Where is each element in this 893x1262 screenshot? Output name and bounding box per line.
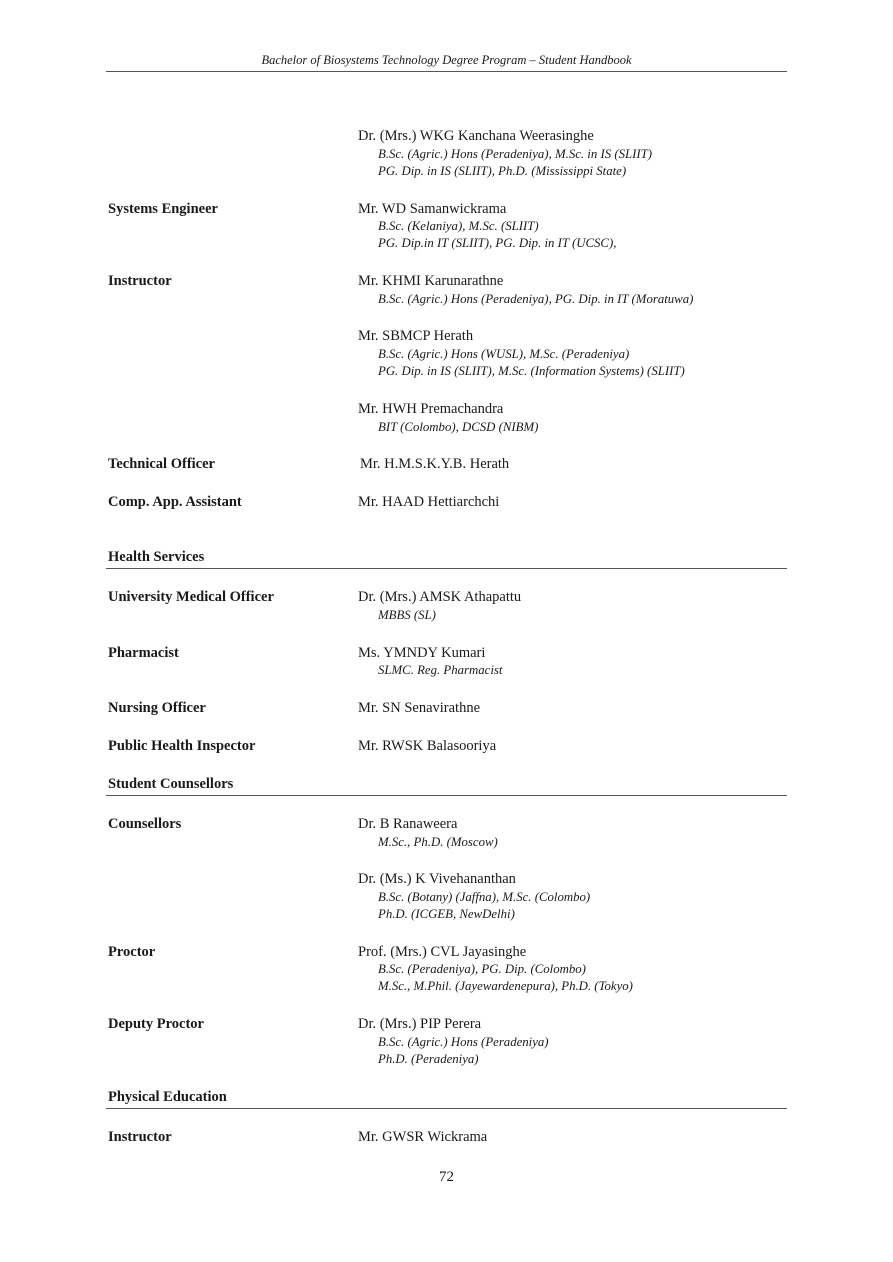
section-rule xyxy=(106,795,787,796)
staff-name: Mr. WD Samanwickrama xyxy=(358,201,507,217)
staff-name: Mr. SN Senavirathne xyxy=(358,700,481,716)
staff-name: Dr. (Ms.) K Vivehananthan xyxy=(358,871,516,887)
staff-qualification: MBBS (SL) xyxy=(378,608,436,622)
staff-qualification: B.Sc. (Agric.) Hons (Peradeniya), PG. Dip. in IT (Moratuwa) xyxy=(378,292,694,306)
staff-qualification: PG. Dip. in IS (SLIIT), M.Sc. (Information Systems) (SLIIT) xyxy=(378,364,685,378)
role-label: Technical Officer xyxy=(108,456,215,472)
role-label: Deputy Proctor xyxy=(108,1016,204,1032)
header-rule xyxy=(106,71,787,72)
staff-name: Mr. H.M.S.K.Y.B. Herath xyxy=(360,456,510,472)
section-rule xyxy=(106,568,787,569)
staff-name: Mr. SBMCP Herath xyxy=(358,328,474,344)
staff-name: Ms. YMNDY Kumari xyxy=(358,645,486,661)
staff-qualification: M.Sc., Ph.D. (Moscow) xyxy=(378,835,498,849)
staff-qualification: B.Sc. (Botany) (Jaffna), M.Sc. (Colombo) xyxy=(378,890,591,904)
staff-qualification: B.Sc. (Peradeniya), PG. Dip. (Colombo) xyxy=(378,962,586,976)
staff-qualification: PG. Dip.in IT (SLIIT), PG. Dip. in IT (UCSC), xyxy=(378,236,617,250)
staff-qualification: PG. Dip. in IS (SLIIT), Ph.D. (Mississippi State) xyxy=(378,164,627,178)
staff-name: Mr. GWSR Wickrama xyxy=(358,1129,488,1145)
role-label: Public Health Inspector xyxy=(108,738,256,754)
role-label: Instructor xyxy=(108,273,172,289)
staff-name: Mr. RWSK Balasooriya xyxy=(358,738,497,754)
page-number: 72 xyxy=(439,1169,454,1185)
staff-name: Dr. (Mrs.) PIP Perera xyxy=(358,1016,482,1032)
staff-name: Dr. (Mrs.) WKG Kanchana Weerasinghe xyxy=(358,128,594,144)
staff-name: Mr. KHMI Karunarathne xyxy=(358,273,504,289)
staff-qualification: SLMC. Reg. Pharmacist xyxy=(378,663,503,677)
staff-qualification: B.Sc. (Agric.) Hons (Peradeniya) xyxy=(378,1035,549,1049)
staff-name: Mr. HAAD Hettiarchchi xyxy=(358,494,500,510)
running-header: Bachelor of Biosystems Technology Degree Program – Student Handbook xyxy=(261,53,632,67)
staff-qualification: B.Sc. (Agric.) Hons (Peradeniya), M.Sc. in IS (SLIIT) xyxy=(378,147,652,161)
section-title-physical-education: Physical Education xyxy=(108,1089,227,1105)
role-label: Instructor xyxy=(108,1129,172,1145)
staff-qualification: B.Sc. (Kelaniya), M.Sc. (SLIIT) xyxy=(378,219,539,233)
staff-qualification: B.Sc. (Agric.) Hons (WUSL), M.Sc. (Peradeniya) xyxy=(378,347,630,361)
role-label: Comp. App. Assistant xyxy=(108,494,242,510)
section-title-health-services: Health Services xyxy=(108,549,205,565)
role-label: Pharmacist xyxy=(108,645,179,661)
role-label: University Medical Officer xyxy=(108,589,274,605)
staff-name: Dr. B Ranaweera xyxy=(358,816,458,832)
staff-name: Prof. (Mrs.) CVL Jayasinghe xyxy=(358,944,527,960)
staff-name: Mr. HWH Premachandra xyxy=(358,401,504,417)
role-label: Nursing Officer xyxy=(108,700,206,716)
section-title-student-counsellors: Student Counsellors xyxy=(108,776,234,792)
staff-name: Dr. (Mrs.) AMSK Athapattu xyxy=(358,589,522,605)
role-label: Systems Engineer xyxy=(108,201,218,217)
staff-qualification: BIT (Colombo), DCSD (NIBM) xyxy=(378,420,539,434)
staff-qualification: Ph.D. (ICGEB, NewDelhi) xyxy=(378,907,515,921)
staff-qualification: Ph.D. (Peradeniya) xyxy=(378,1052,479,1066)
role-label: Counsellors xyxy=(108,816,182,832)
staff-qualification: M.Sc., M.Phil. (Jayewardenepura), Ph.D. (Tokyo) xyxy=(378,979,633,993)
role-label: Proctor xyxy=(108,944,156,960)
section-rule xyxy=(106,1108,787,1109)
